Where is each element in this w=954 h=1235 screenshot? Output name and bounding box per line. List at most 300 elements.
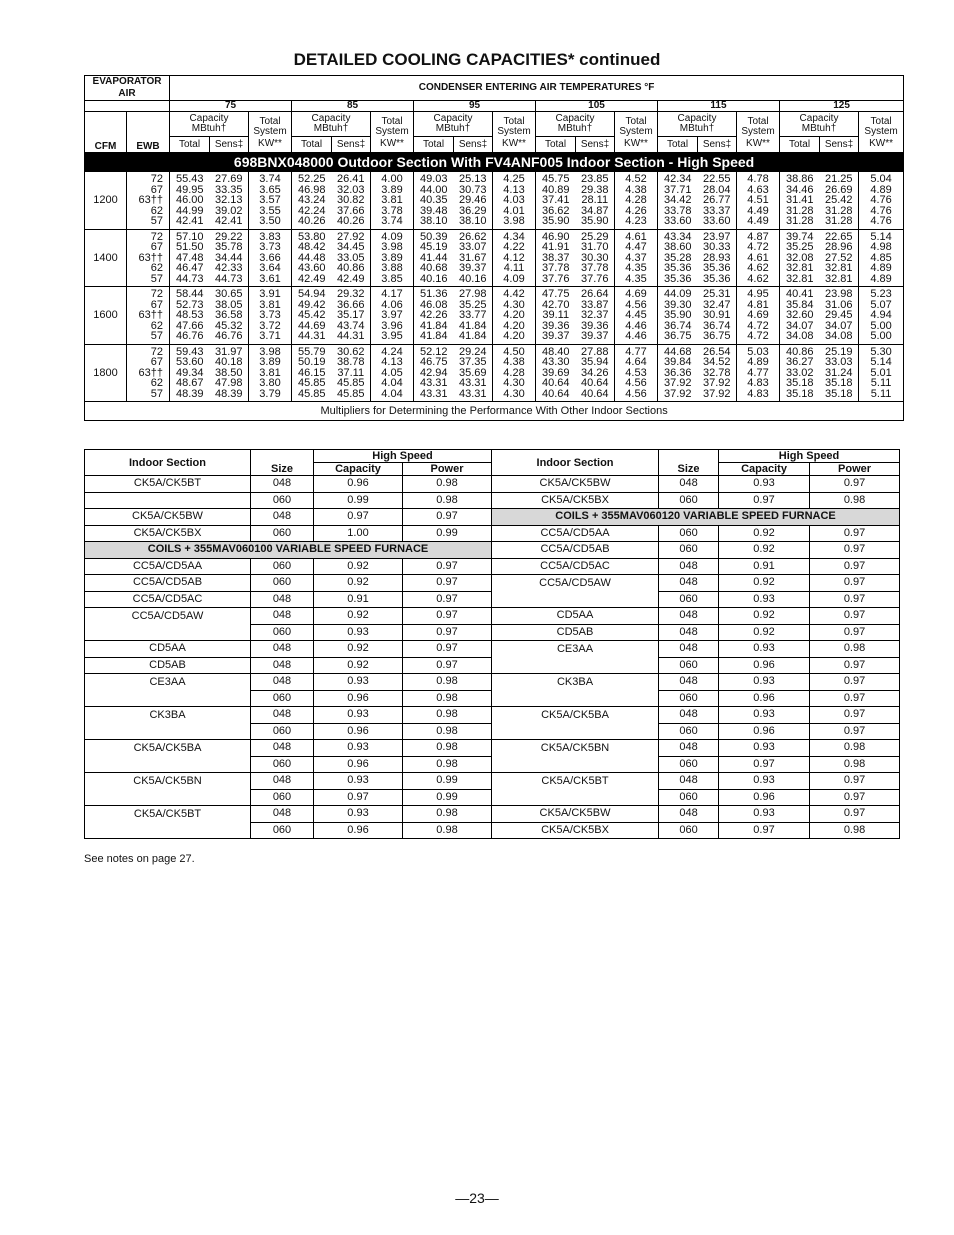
size-value: 048: [251, 674, 314, 691]
cell-value: 52.25: [297, 173, 326, 185]
size-value: 060: [251, 624, 314, 641]
multiplier-row: [85, 542, 900, 559]
kw-values: [493, 229, 536, 287]
total-values: [536, 172, 576, 230]
total-values: [170, 344, 210, 402]
indoor-section: CK5A/CK5BN: [492, 740, 659, 757]
cell-value: 4.20: [503, 319, 525, 332]
cell-value: 43.31: [419, 377, 448, 389]
cell-value: 36.75: [702, 330, 731, 342]
cell-value: 48.39: [175, 387, 204, 400]
size-value: 048: [251, 740, 314, 757]
cell-value: 3.98: [503, 215, 525, 227]
cell-value: 29.45: [824, 309, 853, 321]
cell-value: 3.73: [259, 241, 281, 253]
cell-value: 5.00: [870, 330, 892, 342]
total-system-header: Total System: [371, 112, 414, 137]
cell-value: 44.00: [419, 183, 448, 196]
size-value: 060: [659, 542, 719, 559]
sens-values: [820, 229, 859, 287]
cell-value: 3.89: [381, 183, 403, 196]
sens-header: Sens‡: [698, 137, 737, 153]
cell-value: 4.28: [625, 194, 647, 206]
multiplier-row: [85, 822, 900, 839]
cell-value: 4.89: [870, 262, 892, 274]
sens-values: [210, 287, 249, 345]
size-value: 048: [251, 707, 314, 724]
cell-value: 29.32: [336, 288, 365, 300]
cell-value: 32.81: [824, 272, 853, 285]
power-value: 0.97: [810, 608, 900, 625]
cell-value: 4.69: [625, 288, 647, 300]
kw-values: [249, 287, 292, 345]
cfm-value: 1400: [85, 229, 127, 287]
cell-value: 37.71: [663, 183, 692, 196]
cell-value: 48.39: [214, 387, 243, 400]
cell-value: 35.28: [663, 251, 692, 264]
cell-value: 30.91: [702, 309, 731, 321]
cell-value: 36.75: [663, 330, 692, 342]
indoor-section: CK5A/CK5BA: [492, 707, 659, 724]
cell-value: 32.08: [785, 251, 814, 264]
sens-header: Sens‡: [332, 137, 371, 153]
furnace-coil-heading: COILS + 355MAV060100 VARIABLE SPEED FURNACE: [85, 542, 492, 559]
cell-value: 32.37: [580, 309, 609, 321]
cell-value: 3.50: [259, 215, 281, 227]
cell-value: 4.35: [625, 262, 647, 274]
cell-value: 3.91: [259, 288, 281, 300]
multiplier-row: [85, 641, 900, 658]
multiplier-row: [85, 756, 900, 773]
size-value: 048: [659, 575, 719, 592]
cell-value: 42.70: [541, 298, 570, 311]
cell-value: 37.78: [580, 262, 609, 274]
ewb-value: 72: [150, 288, 163, 300]
cell-value: 4.89: [747, 356, 769, 368]
sens-values: [698, 172, 737, 230]
cell-value: 3.66: [259, 251, 281, 264]
cell-value: 42.94: [419, 366, 448, 379]
indoor-section-header: Indoor Section: [85, 450, 251, 476]
cell-value: 34.08: [785, 330, 814, 342]
cell-value: 53.80: [297, 230, 326, 243]
cell-value: 34.52: [702, 356, 731, 368]
indoor-section: CC5A/CD5AW: [85, 608, 251, 625]
power-value: 0.97: [810, 575, 900, 592]
cell-value: 28.93: [702, 251, 731, 264]
ewb-value: 57: [150, 215, 163, 227]
cell-value: 41.84: [458, 319, 487, 332]
multipliers-table: [84, 449, 900, 839]
cell-value: 3.55: [259, 204, 281, 217]
capacity-value: 0.92: [719, 624, 810, 641]
temp-header: 75: [170, 101, 292, 112]
indoor-section: CK5A/CK5BW: [492, 806, 659, 823]
cell-value: 4.69: [747, 309, 769, 321]
power-value: 0.97: [403, 558, 492, 575]
sens-values: [698, 344, 737, 402]
cell-value: 34.07: [785, 319, 814, 332]
capacity-value: 0.96: [314, 756, 403, 773]
cell-value: 42.33: [214, 262, 243, 274]
cfm-value: 1200: [85, 172, 127, 230]
cell-value: 32.81: [824, 262, 853, 274]
power-value: 0.98: [403, 740, 492, 757]
cell-value: 4.47: [625, 241, 647, 253]
section-title-bar: 698BNX048000 Outdoor Section With FV4ANF005 Indoor Section - High Speed: [85, 153, 904, 172]
cell-value: 35.90: [541, 215, 570, 227]
cell-value: 4.30: [503, 298, 525, 311]
indoor-section: CC5A/CD5AB: [85, 575, 251, 592]
cell-value: 4.04: [381, 377, 403, 389]
capacity-value: 0.91: [314, 591, 403, 608]
multiplier-row: [85, 624, 900, 641]
size-value: 060: [659, 789, 719, 806]
total-header: Total: [780, 137, 820, 153]
temp-header: 125: [780, 101, 904, 112]
size-value: 048: [251, 476, 314, 493]
cell-value: 28.11: [581, 194, 609, 206]
ewb-value: 63††: [138, 366, 163, 379]
cell-value: 40.86: [785, 345, 814, 358]
cell-value: 42.41: [175, 215, 204, 227]
cell-value: 44.48: [297, 251, 326, 264]
total-system-header: Total System: [615, 112, 658, 137]
power-value: 0.97: [810, 690, 900, 707]
capacity-value: 0.92: [314, 575, 403, 592]
capacity-value: 0.93: [719, 806, 810, 823]
indoor-section: CK5A/CK5BA: [85, 740, 251, 757]
power-value: 0.97: [810, 806, 900, 823]
cell-value: 3.73: [259, 309, 281, 321]
cell-value: 4.52: [625, 173, 647, 185]
size-value: 048: [659, 558, 719, 575]
capacity-value: 0.92: [719, 542, 810, 559]
indoor-section: CK5A/CK5BX: [85, 525, 251, 542]
cell-value: 37.92: [663, 377, 692, 389]
ewb-value: 57: [150, 387, 163, 400]
indoor-section: [492, 723, 659, 740]
cell-value: 38.78: [336, 356, 365, 368]
cell-value: 44.69: [297, 319, 326, 332]
power-value: 0.97: [810, 789, 900, 806]
total-values: [536, 287, 576, 345]
cell-value: 4.20: [503, 309, 525, 321]
multiplier-row: [85, 789, 900, 806]
cell-value: 5.11: [870, 377, 892, 389]
sens-values: [332, 172, 371, 230]
indoor-section: CD5AA: [492, 608, 659, 625]
cell-value: 4.61: [625, 230, 647, 243]
cell-value: 31.70: [580, 241, 609, 253]
cell-value: 46.47: [175, 262, 204, 274]
cell-value: 30.33: [702, 241, 731, 253]
cell-value: 46.08: [419, 298, 448, 311]
size-value: 060: [659, 690, 719, 707]
cell-value: 48.40: [541, 345, 570, 358]
sens-values: [698, 287, 737, 345]
sens-values: [332, 287, 371, 345]
power-value: 0.98: [403, 723, 492, 740]
cell-value: 5.00: [870, 319, 892, 332]
total-header: Total: [414, 137, 454, 153]
temp-header: 105: [536, 101, 658, 112]
capacity-value: 0.97: [314, 509, 403, 526]
cell-value: 35.18: [785, 377, 814, 389]
total-values: [170, 287, 210, 345]
cell-value: 37.78: [541, 262, 570, 274]
cell-value: 5.03: [747, 345, 769, 358]
size-value: 048: [659, 674, 719, 691]
cell-value: 35.36: [702, 272, 731, 285]
cell-value: 32.03: [336, 183, 365, 196]
cell-value: 4.61: [747, 251, 769, 264]
cell-value: 39.48: [419, 204, 448, 217]
cell-value: 3.97: [381, 309, 403, 321]
cell-value: 26.64: [580, 288, 609, 300]
cell-value: 35.36: [663, 262, 692, 274]
indoor-section: [85, 624, 251, 641]
ewb-values: [127, 344, 170, 402]
cell-value: 4.23: [625, 215, 647, 227]
indoor-section: CD5AB: [492, 624, 659, 641]
cell-value: 36.29: [458, 204, 487, 217]
cell-value: 26.69: [824, 183, 853, 196]
ewb-values: [127, 287, 170, 345]
kw-values: [737, 344, 780, 402]
cell-value: 34.87: [580, 204, 609, 217]
cell-value: 4.17: [381, 288, 403, 300]
cell-value: 33.60: [663, 215, 692, 227]
sens-values: [820, 344, 859, 402]
cell-value: 4.62: [747, 262, 769, 274]
sens-values: [820, 287, 859, 345]
cell-value: 35.69: [458, 366, 487, 379]
total-values: [292, 229, 332, 287]
cell-value: 47.48: [175, 251, 204, 264]
size-value: 048: [251, 608, 314, 625]
capacity-value: 0.97: [314, 789, 403, 806]
cell-value: 26.62: [458, 230, 487, 243]
cell-value: 33.03: [824, 356, 853, 368]
cell-value: 29.46: [458, 194, 487, 206]
total-header: Total: [658, 137, 698, 153]
cell-value: 32.81: [785, 262, 814, 274]
size-value: 060: [251, 690, 314, 707]
cell-value: 4.76: [870, 194, 892, 206]
cell-value: 33.02: [785, 366, 814, 379]
power-value: 0.98: [403, 476, 492, 493]
size-value: 048: [659, 773, 719, 790]
sens-values: [576, 172, 615, 230]
power-value: 0.98: [810, 756, 900, 773]
ewb-value: 67: [150, 183, 163, 196]
cell-value: 3.74: [259, 173, 281, 185]
cell-value: 31.28: [785, 204, 814, 217]
cell-value: 26.77: [702, 194, 731, 206]
sens-values: [454, 344, 493, 402]
cell-value: 49.95: [175, 183, 204, 196]
cell-value: 3.88: [381, 262, 403, 274]
cell-value: 4.81: [747, 298, 769, 311]
capacity-header: Capacity MBtuh†: [292, 112, 371, 137]
sens-header: Sens‡: [820, 137, 859, 153]
cell-value: 4.13: [503, 183, 525, 196]
cell-value: 23.98: [824, 288, 853, 300]
cell-value: 3.61: [259, 272, 281, 285]
power-value: 0.97: [403, 657, 492, 674]
cell-value: 35.18: [785, 387, 814, 400]
cell-value: 4.83: [747, 387, 769, 400]
cell-value: 32.47: [702, 298, 731, 311]
size-value: 048: [659, 707, 719, 724]
cell-value: 40.89: [541, 183, 570, 196]
power-value: 0.98: [403, 822, 492, 839]
cell-value: 58.44: [175, 288, 204, 300]
cell-value: 4.51: [747, 194, 769, 206]
temp-header: 95: [414, 101, 536, 112]
power-value: 0.97: [810, 476, 900, 493]
cell-value: 36.74: [702, 319, 731, 332]
cell-value: 32.78: [702, 366, 731, 379]
cell-value: 40.64: [541, 387, 570, 400]
kw-values: [859, 344, 904, 402]
cell-value: 44.73: [175, 272, 204, 285]
cell-value: 43.74: [336, 319, 365, 332]
temp-header: 85: [292, 101, 414, 112]
capacity-value: 0.91: [719, 558, 810, 575]
cell-value: 44.31: [297, 330, 326, 342]
sens-header: Sens‡: [210, 137, 249, 153]
cell-value: 36.62: [541, 204, 570, 217]
cell-value: 41.84: [419, 330, 448, 342]
cell-value: 33.05: [336, 251, 365, 264]
total-header: Total: [536, 137, 576, 153]
cell-value: 4.98: [870, 241, 892, 253]
capacity-value: 1.00: [314, 525, 403, 542]
total-values: [414, 344, 454, 402]
cell-value: 4.26: [625, 204, 647, 217]
cell-value: 4.12: [503, 251, 525, 264]
sens-values: [454, 172, 493, 230]
total-header: Total: [170, 137, 210, 153]
cell-value: 39.02: [214, 204, 243, 217]
power-value: 0.97: [403, 591, 492, 608]
cell-value: 4.04: [381, 387, 403, 400]
cell-value: 31.24: [824, 366, 853, 379]
kw-values: [615, 344, 658, 402]
total-values: [292, 172, 332, 230]
temp-header: 115: [658, 101, 780, 112]
cfm-group-row: [85, 287, 904, 345]
multiplier-row: [85, 657, 900, 674]
cell-value: 27.92: [336, 230, 365, 243]
cell-value: 4.42: [503, 288, 525, 300]
capacity-header: Capacity MBtuh†: [170, 112, 249, 137]
cell-value: 4.37: [625, 251, 647, 264]
size-value: 048: [659, 740, 719, 757]
cell-value: 54.94: [297, 288, 326, 300]
cell-value: 33.78: [663, 204, 692, 217]
cell-value: 30.65: [214, 288, 243, 300]
multiplier-row: [85, 674, 900, 691]
sens-values: [698, 229, 737, 287]
furnace-coil-heading: COILS + 355MAV060120 VARIABLE SPEED FURNACE: [492, 509, 900, 526]
kw-header: KW**: [615, 137, 658, 153]
cell-value: 42.41: [214, 215, 243, 227]
power-value: 0.98: [403, 492, 492, 509]
power-header: Power: [403, 463, 492, 476]
cell-value: 4.50: [503, 345, 525, 358]
cell-value: 33.35: [214, 183, 243, 196]
cell-value: 46.76: [214, 330, 243, 342]
cell-value: 25.19: [824, 345, 853, 358]
cell-value: 38.05: [214, 298, 243, 311]
cell-value: 35.90: [663, 309, 692, 321]
power-value: 0.97: [810, 558, 900, 575]
cell-value: 38.37: [541, 251, 570, 264]
ewb-value: 72: [150, 230, 163, 243]
sens-values: [210, 344, 249, 402]
power-value: 0.98: [810, 492, 900, 509]
indoor-section: [85, 822, 251, 839]
ewb-value: 67: [150, 356, 163, 368]
cell-value: 41.44: [419, 251, 448, 264]
cell-value: 4.89: [870, 272, 892, 285]
cell-value: 33.87: [580, 298, 609, 311]
cell-value: 4.30: [503, 377, 525, 389]
cell-value: 35.94: [580, 356, 609, 368]
size-value: 048: [659, 608, 719, 625]
indoor-section: CK5A/CK5BX: [492, 492, 659, 509]
cell-value: 35.36: [663, 272, 692, 285]
cell-value: 37.92: [702, 387, 731, 400]
cell-value: 55.43: [175, 173, 204, 185]
cell-value: 39.74: [785, 230, 814, 243]
cell-value: 31.67: [458, 251, 487, 264]
multiplier-row: [85, 558, 900, 575]
kw-values: [249, 229, 292, 287]
cell-value: 40.41: [785, 288, 814, 300]
size-value: 060: [659, 591, 719, 608]
indoor-section: CC5A/CD5AB: [492, 542, 659, 559]
cell-value: 44.73: [214, 272, 243, 285]
cell-value: 3.85: [381, 272, 403, 285]
multiplier-row: [85, 740, 900, 757]
cfm-group-row: [85, 172, 904, 230]
page-title: DETAILED COOLING CAPACITIES* continued: [293, 50, 661, 69]
cell-value: 40.16: [458, 272, 487, 285]
cell-value: 23.85: [580, 173, 609, 185]
size-value: 060: [251, 492, 314, 509]
cell-value: 33.37: [702, 204, 731, 217]
capacity-header: Capacity: [314, 463, 403, 476]
cell-value: 3.57: [259, 194, 281, 206]
cell-value: 4.46: [625, 330, 647, 342]
multiplier-row: [85, 806, 900, 823]
cell-value: 4.49: [747, 204, 769, 217]
ewb-values: [127, 172, 170, 230]
cell-value: 3.83: [259, 230, 281, 243]
power-value: 0.98: [810, 740, 900, 757]
cell-value: 23.97: [702, 230, 731, 243]
indoor-section: CK5A/CK5BX: [492, 822, 659, 839]
kw-header: KW**: [249, 137, 292, 153]
size-value: 060: [251, 723, 314, 740]
capacity-value: 0.92: [314, 558, 403, 575]
cell-value: 3.81: [259, 366, 281, 379]
cell-value: 44.09: [663, 288, 692, 300]
